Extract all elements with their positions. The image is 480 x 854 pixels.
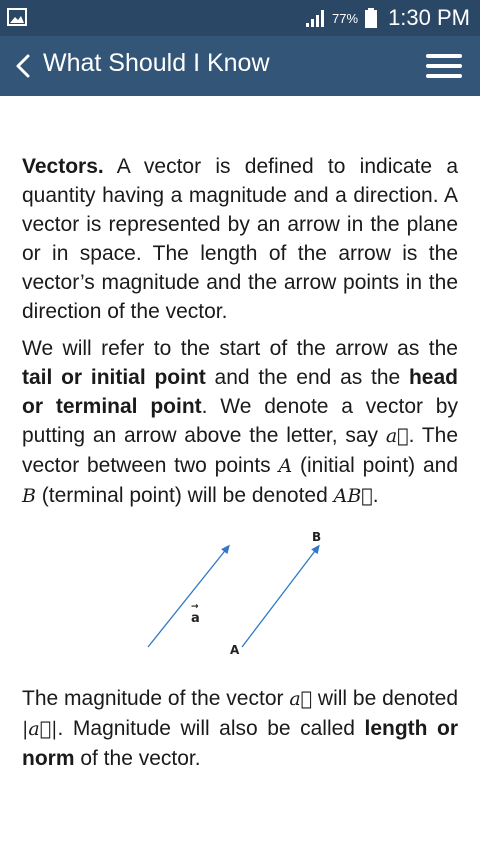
vector-ab-arrow [242,547,318,647]
chevron-left-icon[interactable] [12,53,34,79]
bold-term: tail or initial point [22,366,206,389]
vector-a-arrow-mark: → [191,602,199,612]
math-symbol: AB⃗ [333,485,373,507]
vector-diagram [130,525,350,665]
math-symbol: |a⃗| [22,718,58,740]
text-run: . We denote a vector by putting an arrow above the letter, say [22,395,458,447]
battery-percent: 77% [332,10,359,26]
paragraph-vectors [22,152,458,326]
text-run: will be denoted [312,687,458,710]
app-bar [0,36,480,96]
bold-term: Vectors. [22,155,104,178]
text-run: of the vector. [74,747,201,770]
text-run: . The vector between two points [22,424,458,477]
math-symbol: a⃗ [385,425,409,447]
bold-term: length or norm [22,717,458,770]
text-run: . [372,484,379,507]
vector-a-arrow [148,547,228,647]
text-run: We will refer to the start of the arrow as the [22,337,458,360]
math-symbol: a⃗ [289,688,313,710]
text-run: A vector is defined to indicate a quantity having a magnitude and a direction. A vector is represented by an arrow in the plane or in space. The length of the arrow is the vector’s magnitude and the arrow points in the direction of the vector. [22,155,458,323]
text-run: . Magnitude will also be called [57,717,365,740]
vector-a-label: a [191,611,200,626]
gallery-icon [6,6,28,28]
point-b-label: B [312,530,322,544]
clock: 1:30 PM [388,5,470,30]
text-run: and the end as the [205,366,409,389]
article-body [22,152,458,519]
signal-icon [304,7,326,29]
point-a-label: A [230,643,240,657]
hamburger-menu-icon[interactable] [426,50,462,82]
bold-term: head or terminal point [22,366,458,418]
battery-icon [364,7,378,29]
text-run: (terminal point) will be denoted [35,484,334,507]
page-title: What Should I Know [43,49,270,77]
status-bar [0,0,480,36]
text-run: (initial point) and [292,454,458,477]
paragraph-magnitude [22,684,458,773]
math-symbol: A [278,455,293,477]
text-run: The magnitude of the vector [22,687,290,710]
paragraph-tail-head [22,334,458,511]
status-right [304,0,470,36]
math-symbol: B [22,485,36,507]
